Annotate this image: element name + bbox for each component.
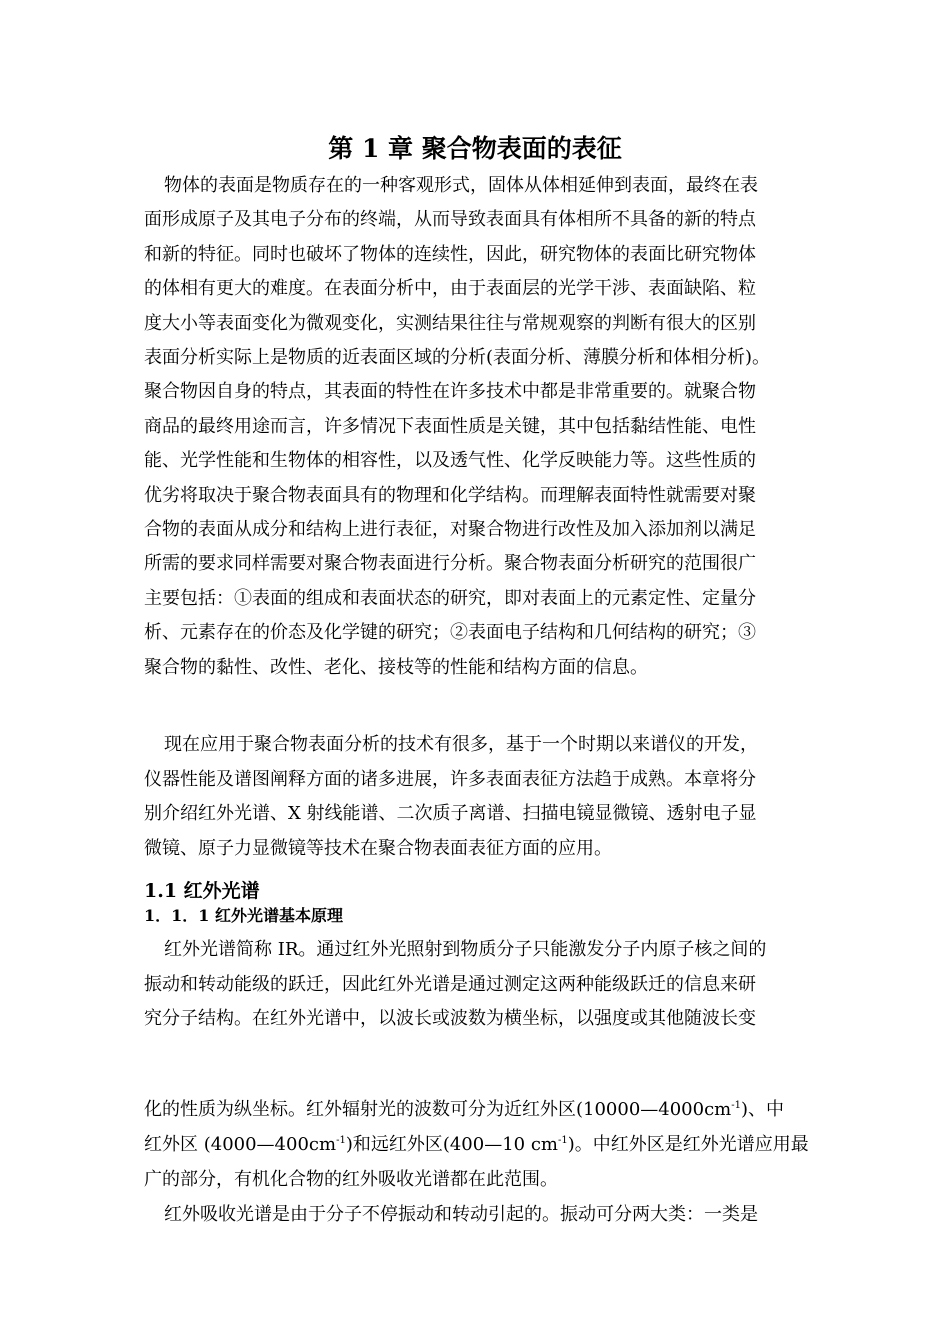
paragraph-line: 红外吸收光谱是由于分子不停振动和转动引起的。振动可分两大类：一类是 [164, 1204, 758, 1225]
paragraph-line: 优劣将取决于聚合物表面具有的物理和化学结构。而理解表面特性就需要对聚 [144, 484, 756, 506]
paragraph-line: 能、光学性能和生物体的相容性，以及透气性、化学反映能力等。这些性质的 [144, 450, 756, 472]
paragraph-line: 度大小等表面变化为微观变化，实测结果往往与常规观察的判断有很大的区别 [144, 312, 756, 334]
section-heading-ir: 1.1 红外光谱 [144, 880, 260, 902]
paragraph-line: 微镜、原子力显微镜等技术在聚合物表面表征方面的应用。 [144, 837, 612, 859]
paragraph-line: 所需的要求同样需要对聚合物表面进行分析。聚合物表面分析研究的范围很广 [144, 553, 756, 575]
paragraph-line: 化的性质为纵坐标。红外辐射光的波数可分为近红外区$(10000—4000cm^{-1})$、中 [144, 1099, 785, 1120]
paragraph-line: 别介绍红外光谱、X 射线能谱、二次质子离谱、扫描电镜显微镜、透射电子显 [144, 803, 757, 824]
paragraph-line: 究分子结构。在红外光谱中，以波长或波数为横坐标，以强度或其他随波长变 [144, 1008, 756, 1029]
paragraph-line: 的体相有更大的难度。在表面分析中，由于表面层的光学干涉、表面缺陷、粒 [144, 278, 756, 300]
paragraph-line: 广的部分，有机化合物的红外吸收光谱都在此范围。 [144, 1169, 558, 1190]
paragraph-line: 面形成原子及其电子分布的终端，从而导致表面具有体相所不具备的新的特点 [144, 209, 756, 231]
paragraph-line: 表面分析实际上是物质的近表面区域的分析(表面分析、薄膜分析和体相分析)。 [144, 347, 771, 368]
paragraph-line: 聚合物的黏性、改性、老化、接枝等的性能和结构方面的信息。 [144, 656, 648, 678]
paragraph-line: 合物的表面从成分和结构上进行表征，对聚合物进行改性及加入添加剂以满足 [144, 519, 756, 540]
paragraph-line: 物体的表面是物质存在的一种客观形式，固体从体相延伸到表面，最终在表 [164, 175, 758, 196]
paragraph-line: 红外区 $(4000—400cm^{-1})$和远红外区(400—10 $cm^{-1}$)。中红外区是红外光谱应用最 [144, 1134, 809, 1155]
paragraph-line: 振动和转动能级的跃迁，因此红外光谱是通过测定这两种能级跃迁的信息来研 [144, 973, 756, 995]
paragraph-line: 析、元素存在的价态及化学键的研究；②表面电子结构和几何结构的研究；③ [144, 622, 756, 644]
paragraph-line: 聚合物因自身的特点，其表面的特性在许多技术中都是非常重要的。就聚合物 [144, 381, 756, 403]
paragraph-line: 主要包括：①表面的组成和表面状态的研究，即对表面上的元素定性、定量分 [144, 587, 756, 609]
paragraph-line: 商品的最终用途而言，许多情况下表面性质是关键，其中包括黏结性能、电性 [144, 415, 756, 437]
paragraph-line: 和新的特征。同时也破坏了物体的连续性，因此，研究物体的表面比研究物体 [144, 243, 756, 265]
chapter-title: 第 1 章 聚合物表面的表征 [328, 134, 622, 163]
paragraph-line: 仪器性能及谱图阐释方面的诸多进展，许多表面表征方法趋于成熟。本章将分 [144, 768, 756, 790]
paragraph-line: 红外光谱简称 IR。通过红外光照射到物质分子只能激发分子内原子核之间的 [164, 939, 767, 960]
subsection-heading-ir-principle: 1．1．1 红外光谱基本原理 [144, 906, 343, 925]
paragraph-line: 现在应用于聚合物表面分析的技术有很多，基于一个时期以来谱仪的开发， [164, 734, 758, 755]
